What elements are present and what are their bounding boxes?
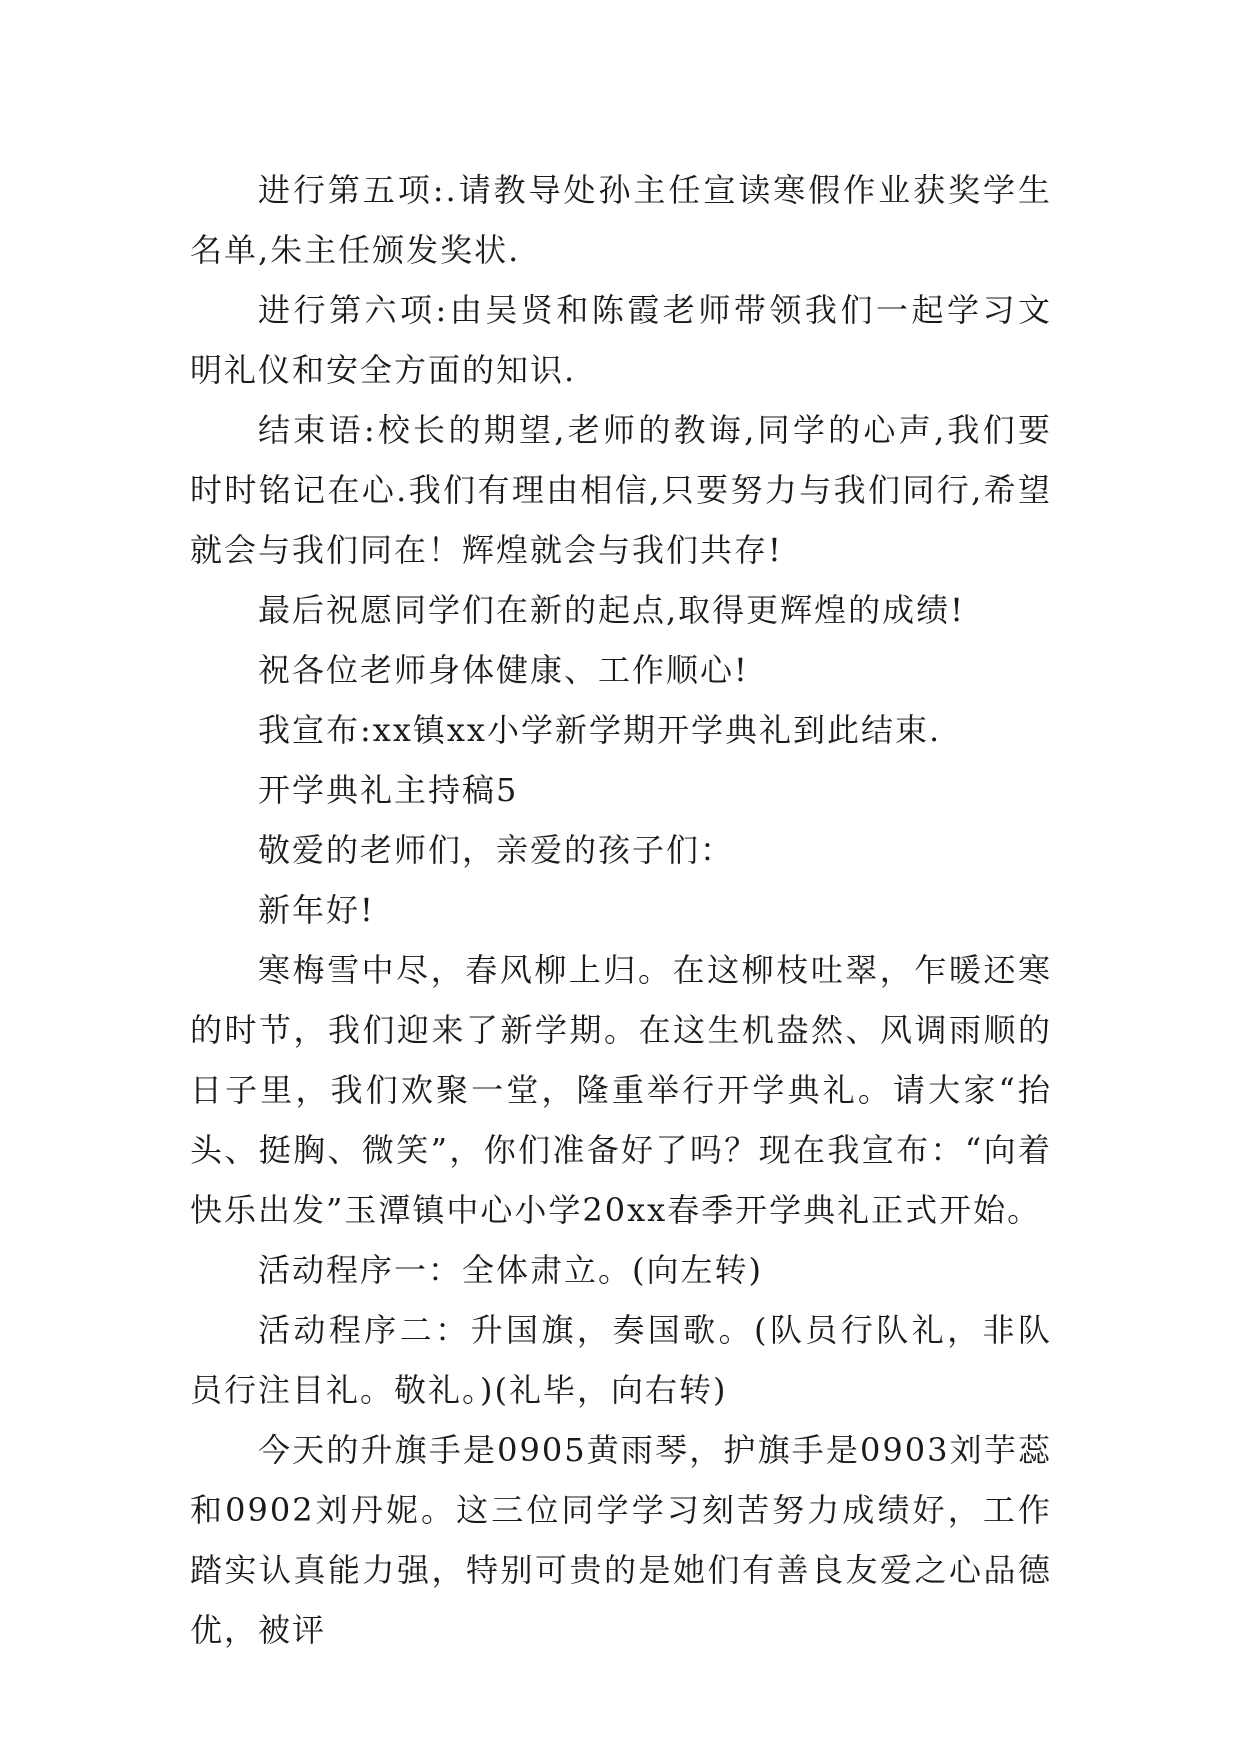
flag-bearers-intro: 今天的升旗手是0905黄雨琴，护旗手是0903刘芋蕊和0902刘丹妮。这三位同学学习刻苦努力成绩好，工作踏实认真能力强，特别可贵的是她们有善良友爱之心品德优，被评: [190, 1431, 1052, 1649]
program-step-1: 活动程序一：全体肃立。(向左转): [258, 1251, 763, 1289]
document-body: [190, 160, 1052, 1660]
paragraph-item-5: 进行第五项:.请教导处孙主任宣读寒假作业获奖学生名单,朱主任颁发奖状.: [190, 171, 1052, 269]
greeting: 新年好!: [258, 891, 375, 929]
paragraph-item-6: 进行第六项:由吴贤和陈霞老师带领我们一起学习文明礼仪和安全方面的知识.: [190, 291, 1052, 389]
closing-remarks: 结束语:校长的期望,老师的教诲,同学的心声,我们要时时铭记在心.我们有理由相信,只要努力与我们同行,希望就会与我们同在！辉煌就会与我们共存!: [190, 411, 1052, 569]
opening-speech: 寒梅雪中尽，春风柳上归。在这柳枝吐翠，乍暖还寒的时节，我们迎来了新学期。在这生机盎然、风调雨顺的日子里，我们欢聚一堂，隆重举行开学典礼。请大家“抬头、挺胸、微笑”，你们准备好了吗？现在我宣布：“向着快乐出发”玉潭镇中心小学20xx春季开学典礼正式开始。: [190, 951, 1052, 1229]
wishes-teachers: 祝各位老师身体健康、工作顺心!: [258, 651, 749, 689]
wishes-students: 最后祝愿同学们在新的起点,取得更辉煌的成绩!: [258, 591, 966, 629]
salutation: 敬爱的老师们，亲爱的孩子们：: [258, 831, 735, 869]
program-step-2: 活动程序二：升国旗，奏国歌。(队员行队礼，非队员行注目礼。敬礼。)(礼毕，向右转): [190, 1311, 1052, 1409]
closing-announcement: 我宣布:xx镇xx小学新学期开学典礼到此结束.: [258, 711, 942, 749]
section-heading: 开学典礼主持稿5: [258, 771, 519, 809]
